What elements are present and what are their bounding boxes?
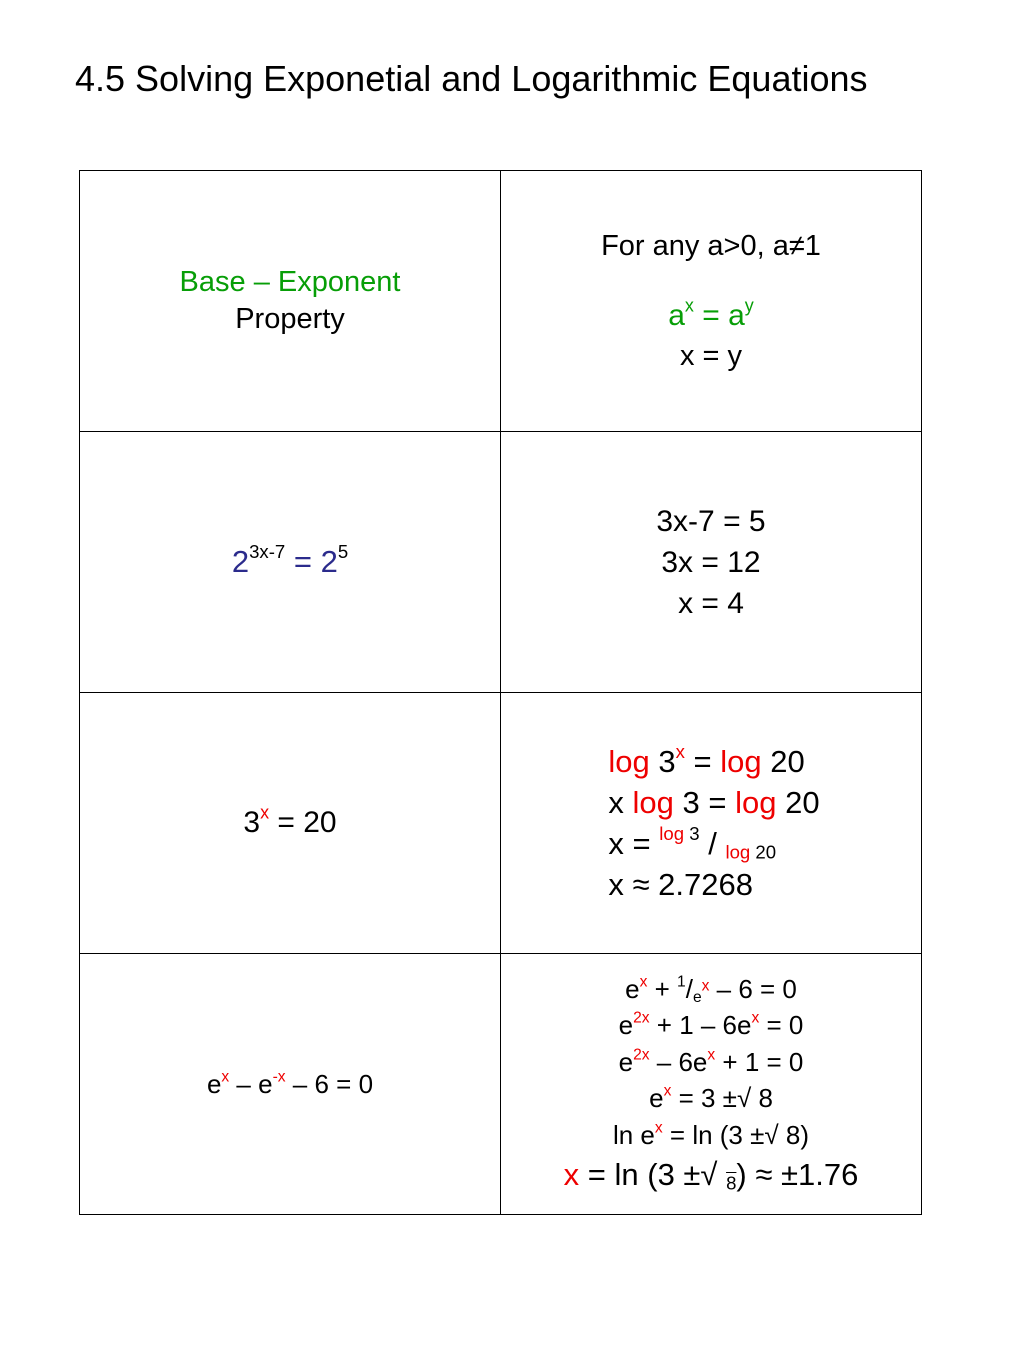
solution-step: $e^{2x} - 6e^x + 1 = 0$ xyxy=(618,1046,804,1077)
table-row xyxy=(80,954,922,1215)
example-equation-cell xyxy=(80,954,501,1215)
property-definition-cell xyxy=(501,171,922,432)
property-label: Property xyxy=(235,303,345,335)
solution-steps xyxy=(608,741,819,905)
solution-step: x = 4 xyxy=(678,586,744,620)
property-result: x = y xyxy=(679,339,743,372)
solution-step: x ≈ 2.7268 xyxy=(608,867,753,902)
example-equation: $e^x - e^{-x} - 6 = 0$ xyxy=(206,1067,374,1099)
solution-step: $e^x = 3$ ±√ 8 xyxy=(649,1082,773,1114)
example-equation-cell xyxy=(80,432,501,693)
final-answer: x = ln (3 ±√ $_8$) ≈ ±1.76 xyxy=(563,1157,859,1194)
solution-step: $\ln e^x = \ln (3$ ±√ 8) xyxy=(612,1119,810,1150)
solution-cell xyxy=(501,954,922,1215)
table-row xyxy=(80,171,922,432)
solution-step: $e^x + ^1/_{e^x} - 6 = 0$ xyxy=(625,973,797,1006)
solution-step: $\log 3^x = \log 20$ xyxy=(608,741,805,779)
table-row xyxy=(80,432,922,693)
example-equation: $3^x = 20$ xyxy=(243,802,337,839)
solution-step: 3x-7 = 5 xyxy=(656,504,766,538)
solution-step: x log 3 = log 20 xyxy=(608,785,820,820)
solution-cell xyxy=(501,432,922,693)
solution-cell xyxy=(501,693,922,954)
solution-step: x = $^{log 3}$ / $_{log 20}$ xyxy=(608,823,777,863)
property-table xyxy=(79,170,922,1215)
solution-step: $e^{2x} + 1 - 6e^x = 0$ xyxy=(618,1009,804,1041)
table-row xyxy=(80,693,922,954)
example-equation-cell xyxy=(80,693,501,954)
solution-step: 3x = 12 xyxy=(661,545,761,579)
example-equation: $2^{3x-7} = 2^5$ xyxy=(231,541,349,579)
property-law: $a^x = a^y$ xyxy=(668,295,754,332)
condition-text: For any a>0, a≠1 xyxy=(601,229,821,262)
property-name: Base – Exponent xyxy=(179,266,401,298)
property-name-cell xyxy=(80,171,501,432)
page-title: 4.5 Solving Exponetial and Logarithmic Equations xyxy=(75,58,868,99)
